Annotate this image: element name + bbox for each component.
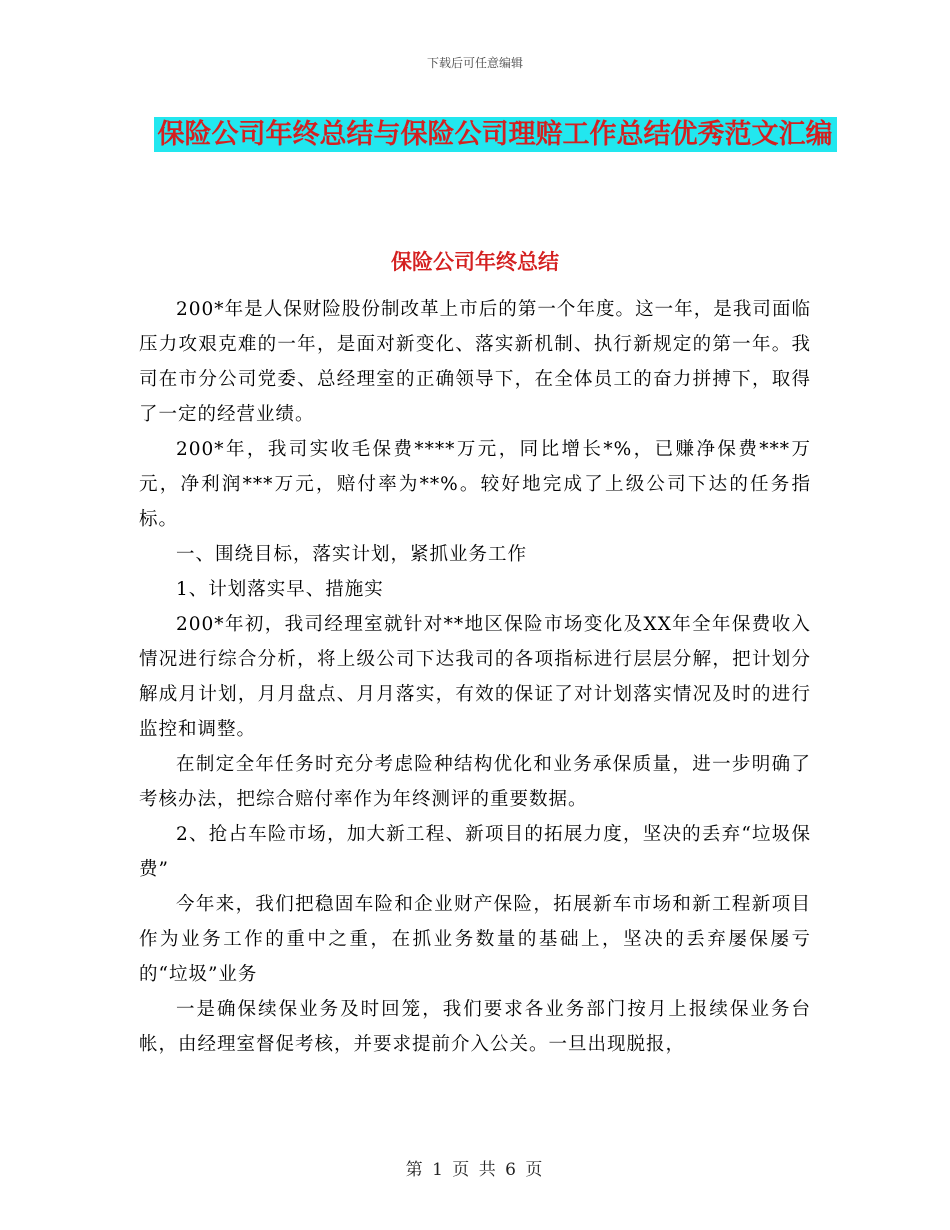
paragraph: 一是确保续保业务及时回笼，我们要求各业务部门按月上报续保业务台帐，由经理室督促考核，并要求提前介入公关。一旦出现脱报， <box>139 999 811 1055</box>
document-title <box>150 112 840 157</box>
paragraph: 在制定全年任务时充分考虑险种结构优化和业务承保质量，进一步明确了考核办法，把综合赔付率作为年终测评的重要数据。 <box>139 754 811 810</box>
header-note: 下载后可任意编辑 <box>426 56 523 70</box>
paragraph: 1、计划落实早、措施实 <box>176 579 384 600</box>
paragraph: 200*年是人保财险股份制改革上市后的第一个年度。这一年，是我司面临压力攻艰克难的一年，是面对新变化、落实新机制、执行新规定的第一年。我司在市分公司党委、总经理室的正确领导下，在全体员工的奋力拼搏下，取得了一定的经营业绩。 <box>139 299 811 425</box>
page-footer: 第 1 页 共 6 页 <box>405 1160 545 1180</box>
paragraph: 2、抢占车险市场，加大新工程、新项目的拓展力度，坚决的丢弃“垃圾保费” <box>139 824 811 880</box>
paragraph: 一、围绕目标，落实计划，紧抓业务工作 <box>176 544 528 565</box>
section-title: 保险公司年终总结 <box>391 250 559 274</box>
paragraph: 今年来，我们把稳固车险和企业财产保险，拓展新车市场和新工程新项目作为业务工作的重中之重，在抓业务数量的基础上，坚决的丢弃屡保屡亏的“垃圾”业务 <box>139 894 811 985</box>
document-title-text: 保险公司年终总结与保险公司理赔工作总结优秀范文汇编 <box>154 117 837 152</box>
paragraph: 200*年初，我司经理室就针对**地区保险市场变化及XX年全年保费收入情况进行综合分析，将上级公司下达我司的各项指标进行层层分解，把计划分解成月计划，月月盘点、月月落实，有效的保证了对计划落实情况及时的进行监控和调整。 <box>139 614 811 740</box>
paragraph: 200*年，我司实收毛保费****万元，同比增长*%，已赚净保费***万元，净利润***万元，赔付率为**%。较好地完成了上级公司下达的任务指标。 <box>139 439 811 530</box>
document-body <box>139 292 811 1062</box>
